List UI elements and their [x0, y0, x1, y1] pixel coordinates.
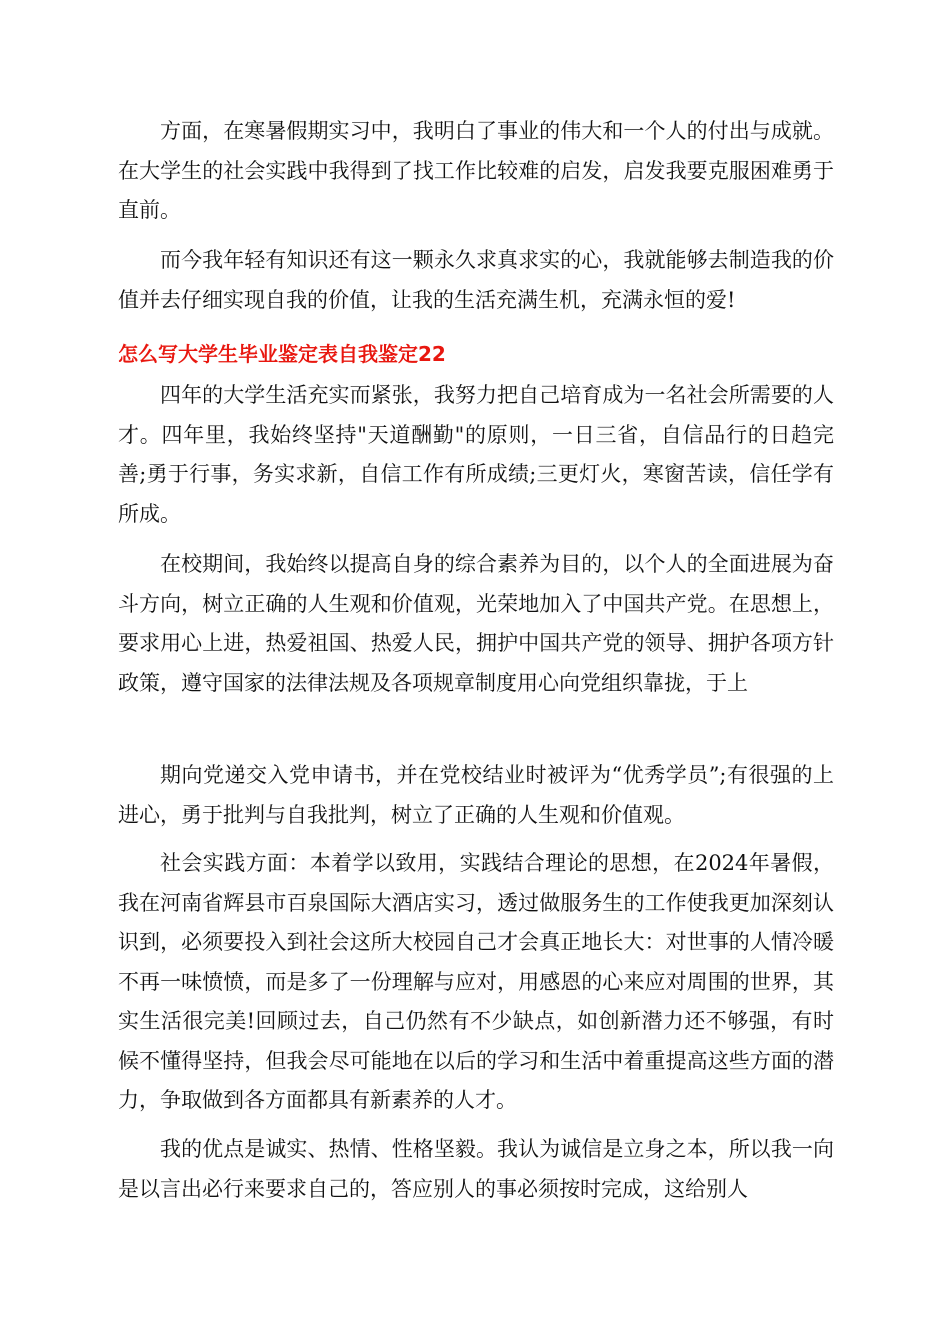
body-paragraph: 在校期间，我始终以提高自身的综合素养为目的，以个人的全面进展为奋斗方向，树立正确的人生观和价值观，光荣地加入了中国共产党。在思想上，要求用心上进，热爱祖国、热爱人民，拥护中国共产党的领导、拥护各项方针政策，遵守国家的法律法规及各项规章制度用心向党组织靠拢，于上 [118, 552, 834, 695]
body-paragraph: 四年的大学生活充实而紧张，我努力把自己培育成为一名社会所需要的人才。四年里，我始终坚持"天道酬勤"的原则，一日三省，自信品行的日趋完善;勇于行事，务实求新，自信工作有所成绩;三更灯火，寒窗苦读，信任学有所成。 [118, 383, 834, 526]
body-paragraph: 而今我年轻有知识还有这一颗永久求真求实的心，我就能够去制造我的价值并去仔细实现自我的价值，让我的生活充满生机，充满永恒的爱! [118, 248, 834, 312]
body-paragraph: 期向党递交入党申请书，并在党校结业时被评为“优秀学员”;有很强的上进心，勇于批判与自我批判，树立了正确的人生观和价值观。 [118, 763, 834, 827]
document-page [118, 0, 834, 1344]
body-paragraph: 社会实践方面：本着学以致用，实践结合理论的思想，在2024年暑假，我在河南省辉县市百泉国际大酒店实习，透过做服务生的工作使我更加深刻认识到，必须要投入到社会这所大校园自己才会真正地长大：对世事的人情冷暖不再一味愤愤，而是多了一份理解与应对，用感恩的心来应对周围的世界，其实生活很完美!回顾过去，自己仍然有不少缺点，如创新潜力还不够强，有时候不懂得坚持，但我会尽可能地在以后的学习和生活中着重提高这些方面的潜力，争取做到各方面都具有新素养的人才。 [118, 851, 834, 1112]
section-heading: 怎么写大学生毕业鉴定表自我鉴定22 [118, 342, 446, 366]
body-paragraph: 方面，在寒暑假期实习中，我明白了事业的伟大和一个人的付出与成就。在大学生的社会实践中我得到了找工作比较难的启发，启发我要克服困难勇于直前。 [118, 119, 834, 222]
body-paragraph: 我的优点是诚实、热情、性格坚毅。我认为诚信是立身之本，所以我一向是以言出必行来要求自己的，答应别人的事必须按时完成，这给别人 [118, 1137, 834, 1201]
